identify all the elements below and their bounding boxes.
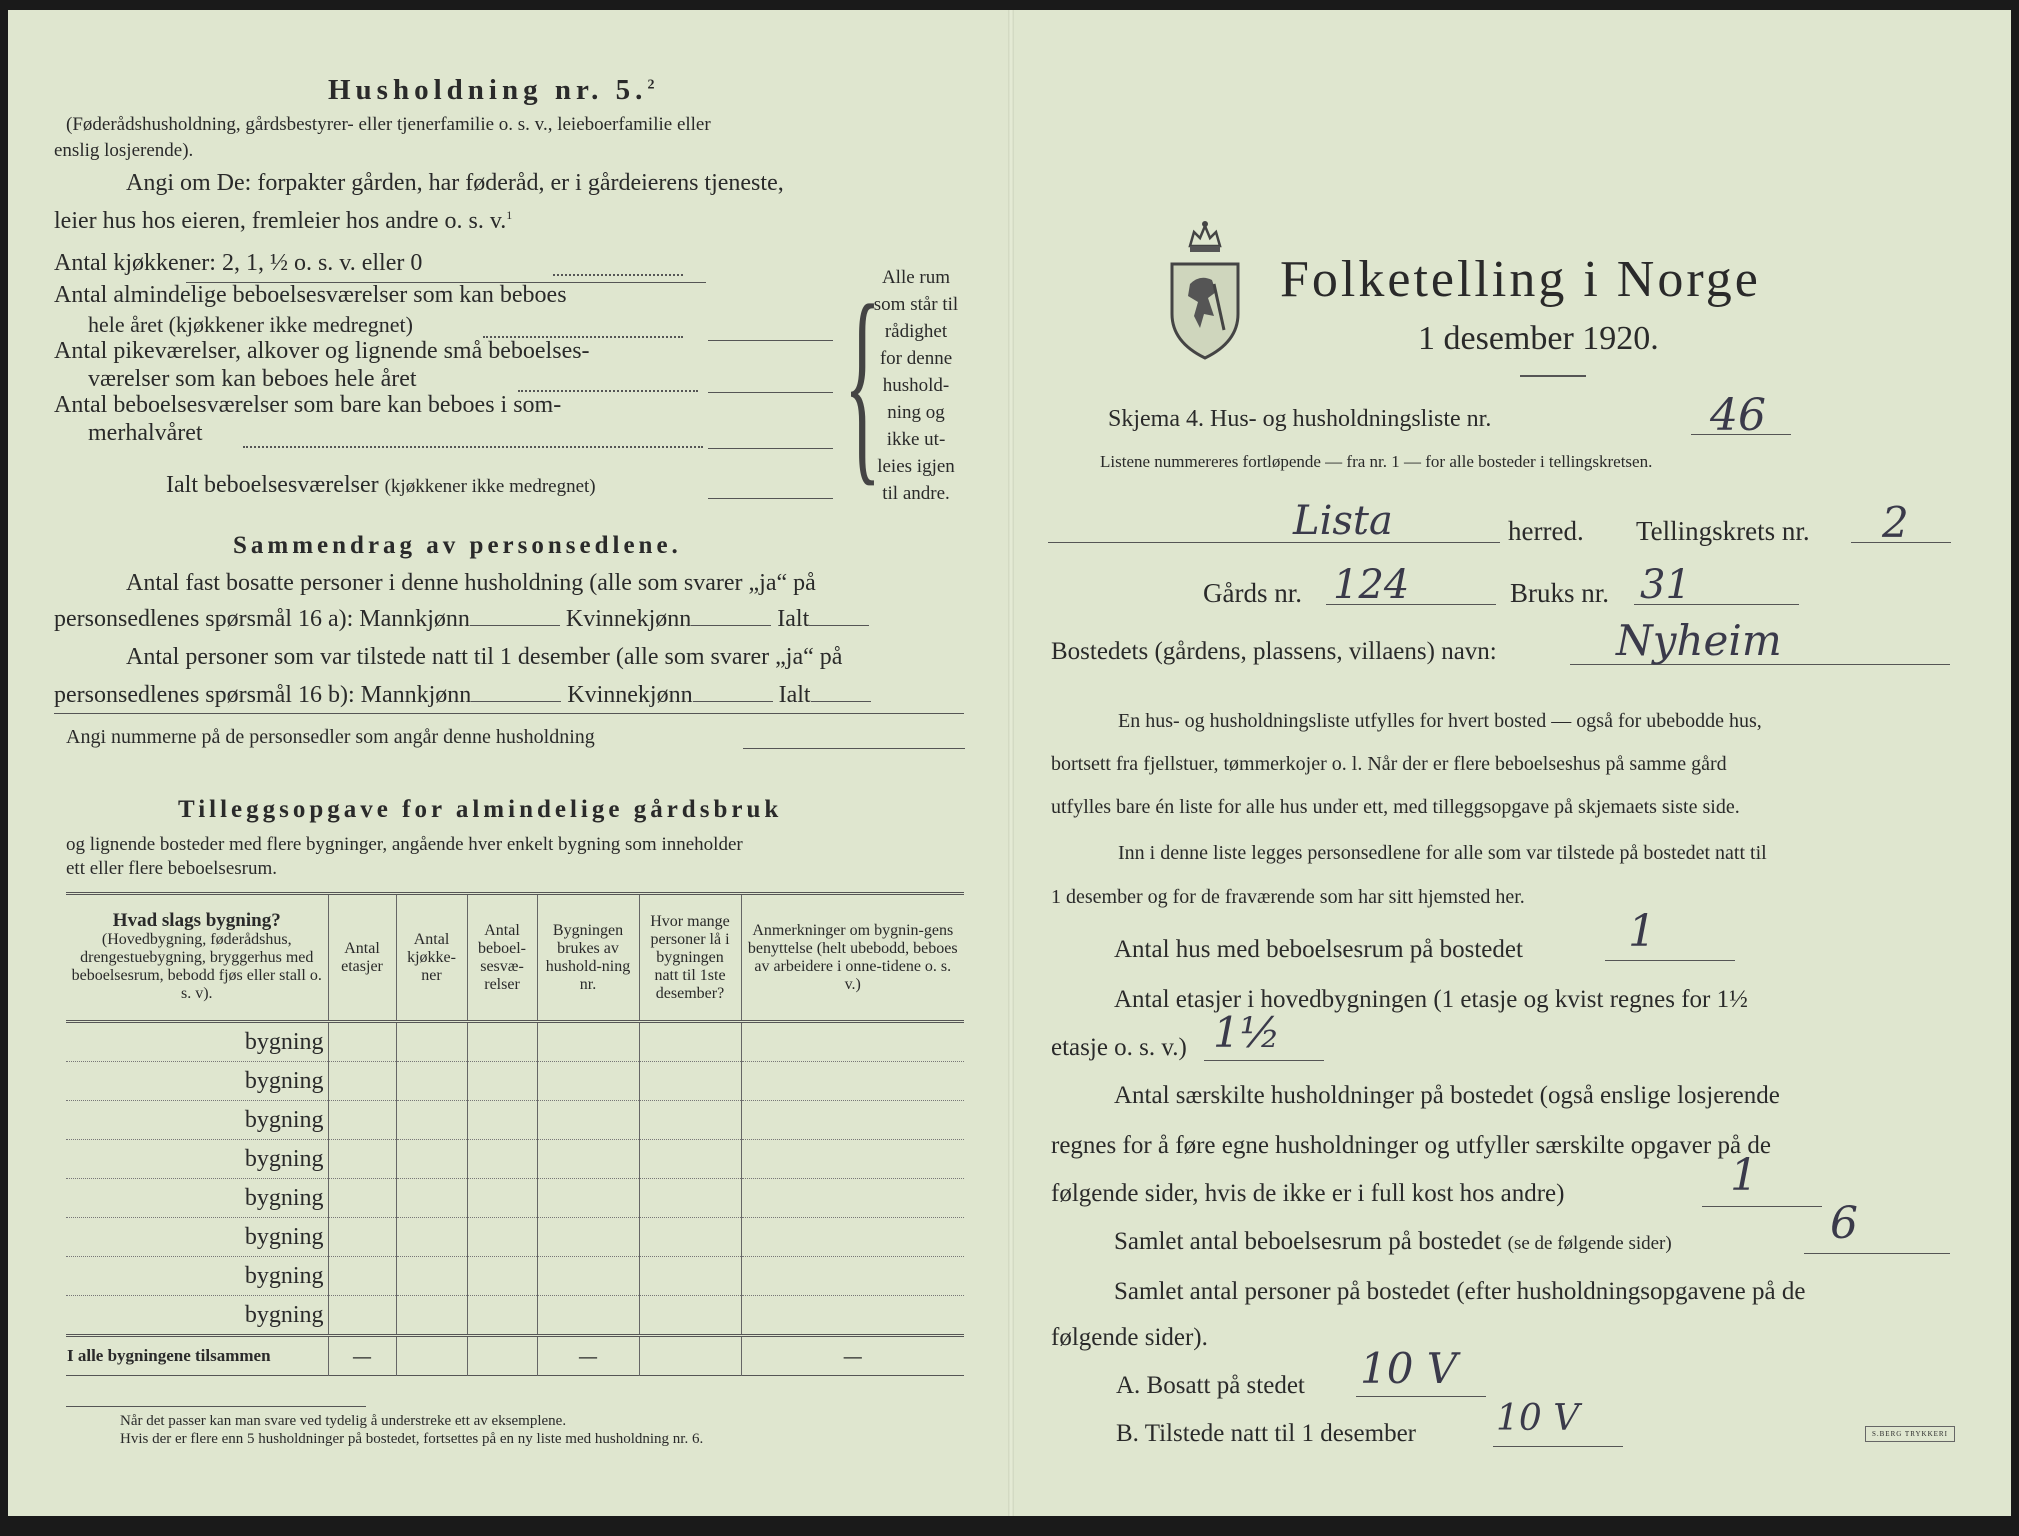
building-cell[interactable] [741,1101,964,1140]
col-kitchens: Antal kjøkke-ner [396,894,467,1022]
rooms-ordinary-2: hele året (kjøkkener ikke medregnet) [88,312,413,337]
bruks-label: Bruks nr. [1510,578,1610,608]
building-cell[interactable] [639,1140,741,1179]
bosatt-field[interactable] [1356,1396,1486,1397]
fold-line [1008,10,1014,1516]
building-cell[interactable] [639,1062,741,1101]
building-row-label: bygning [244,1262,324,1289]
building-cell[interactable] [396,1140,467,1179]
building-cell[interactable] [467,1101,537,1140]
title-rule [1520,375,1586,377]
total-kitchens[interactable] [396,1336,467,1376]
building-cell[interactable] [639,1218,741,1257]
building-cell[interactable] [467,1140,537,1179]
building-cell[interactable] [741,1062,964,1101]
summary-title: Sammendrag av personsedlene. [233,532,682,559]
rooms-kitchens: Antal kjøkkener: 2, 1, ½ o. s. v. eller 0 [54,250,423,276]
bosatt-value: 10 V [1360,1344,1458,1393]
antal-hus-field[interactable] [1605,960,1735,961]
building-cell[interactable] [537,1257,639,1296]
building-cell[interactable] [537,1062,639,1101]
gards-value: 124 [1333,562,1410,608]
building-cell[interactable] [328,1022,396,1062]
table-row [66,1218,964,1257]
ialt-rooms: Ialt beboelsesværelser (kjøkkener ikke medregnet) [166,472,596,498]
summary-line-3: Antal personer som var tilstede natt til 1 desember (alle som svarer „ja“ på [126,644,843,670]
building-cell[interactable] [537,1140,639,1179]
building-type-cell[interactable] [66,1101,328,1140]
samlet-rum-label: Samlet antal beboelsesrum på bostedet (se de følgende sider) [1114,1228,1672,1255]
skjema-line: Skjema 4. Hus- og husholdningsliste nr. [1108,406,1492,432]
brace-note: Alle rum som står til rådighet for denne hushold- ning og ikke ut- leies igjen til andre. [873,267,959,504]
rooms-small-2: værelser som kan beboes hele året [88,366,417,392]
instructions-5: 1 desember og for de fraværende som har sitt hjemsted her. [1051,886,1525,908]
instructions-3: utfylles bare én liste for alle hus under ett, med tilleggsopgave på skjemaets siste side. [1051,796,1740,818]
husholdninger-line-3: følgende sider, hvis de ikke er i full kost hos andre) [1051,1180,1565,1207]
instructions-2: bortsett fra fjellstuer, tømmerkojer o. l. Når der er flere beboelseshus på samme gård [1051,753,1727,775]
summary-line-4: personsedlenes spørsmål 16 b): Mannkjønn Kvinnekjønn Ialt [54,682,871,709]
building-cell[interactable] [467,1218,537,1257]
total-label: I alle bygningene tilsammen [67,1346,271,1365]
summary-divider [54,713,964,714]
building-cell[interactable] [741,1179,964,1218]
numbering-note: Listene nummereres fortløpende — fra nr. 1 — for alle bosteder i tellingskretsen. [1100,452,1653,471]
tilstede-label: B. Tilstede natt til 1 desember [1116,1420,1416,1447]
husholdninger-line-2: regnes for å føre egne husholdninger og utfyller særskilte opgaver på de [1051,1132,1771,1159]
household-intro-1: (Føderådshusholdning, gårdsbestyrer- eller tjenerfamilie o. s. v., leieboerfamilie eller [66,114,711,135]
col-remarks: Anmerkninger om bygnin-gens benyttelse (helt ubebodd, beboes av arbeidere i onne-tidene o. s. v.) [741,894,964,1022]
building-cell[interactable] [328,1296,396,1336]
building-row-label: bygning [244,1223,324,1250]
bosted-value: Nyheim [1616,616,1782,665]
building-cell[interactable] [639,1022,741,1062]
building-cell[interactable] [741,1140,964,1179]
building-cell[interactable] [396,1022,467,1062]
herred-field[interactable] [1048,542,1500,543]
brace: { [844,260,881,504]
summary-line-1: Antal fast bosatte personer i denne husholdning (alle som svarer „ja“ på [126,570,816,596]
etasjer-field[interactable] [1204,1060,1324,1061]
total-household: — [537,1336,639,1376]
building-cell[interactable] [639,1257,741,1296]
building-cell[interactable] [396,1296,467,1336]
building-row-label: bygning [244,1184,324,1211]
building-cell[interactable] [467,1296,537,1336]
building-cell[interactable] [328,1257,396,1296]
building-type-cell[interactable] [66,1296,328,1336]
etasjer-line-1: Antal etasjer i hovedbygningen (1 etasje og kvist regnes for 1½ [1114,986,1748,1013]
rooms-small-field[interactable] [708,392,833,393]
household-title: Husholdning nr. 5.$^2$ [328,74,660,106]
etasjer-value: 1½ [1213,1008,1281,1057]
building-cell[interactable] [328,1101,396,1140]
samlet-rum-value: 6 [1830,1198,1858,1249]
etasjer-line-2: etasje o. s. v.) [1051,1034,1187,1061]
census-date: 1 desember 1920. [1418,320,1659,357]
bruks-value: 31 [1640,562,1691,608]
building-cell[interactable] [537,1296,639,1336]
rooms-summer-1: Antal beboelsesværelser som bare kan beboes i som- [54,392,562,418]
antal-hus-label: Antal hus med beboelsesrum på bostedet [1114,936,1523,963]
gards-label: Gårds nr. [1203,578,1302,608]
liste-nr-value: 46 [1710,390,1766,441]
bosatt-label: A. Bosatt på stedet [1116,1372,1305,1399]
building-type-cell[interactable] [66,1218,328,1257]
building-type-cell[interactable] [66,1179,328,1218]
building-row-label: bygning [244,1028,324,1055]
angi-line-2: leier hus hos eieren, fremleier hos andre o. s. v.$^1$ [54,208,513,234]
building-cell[interactable] [328,1140,396,1179]
table-row [66,1296,964,1336]
building-cell[interactable] [639,1296,741,1336]
building-type-cell[interactable] [66,1022,328,1062]
coat-of-arms-icon [1160,218,1250,362]
angi-nummerne-field[interactable] [743,748,965,749]
husholdninger-value: 1 [1730,1150,1758,1201]
census-title: Folketelling i Norge [1280,251,1761,308]
footnote-2: Hvis der er flere enn 5 husholdninger på bostedet, fortsettes på en ny liste med husholdning nr. 6. [120,1431,704,1447]
col-rooms: Antal beboel-sesvæ-relser [467,894,537,1022]
census-form-sheet [8,10,2011,1516]
building-cell[interactable] [396,1101,467,1140]
samlet-personer-line-2: følgende sider). [1051,1324,1208,1351]
rooms-summer-field[interactable] [708,448,833,449]
total-floors: — [328,1336,396,1376]
table-row [66,1179,964,1218]
buildings-table [66,892,964,1376]
col-persons: Hvor mange personer lå i bygningen natt til 1ste desember? [639,894,741,1022]
footnote-rule [66,1406,366,1407]
instructions-4: Inn i denne liste legges personsedlene for alle som var tilstede på bostedet natt til [1118,842,1767,864]
building-cell[interactable] [537,1179,639,1218]
rooms-summer-2: merhalvåret [88,420,203,446]
total-remarks: — [741,1336,964,1376]
husholdninger-field[interactable] [1702,1206,1822,1207]
building-cell[interactable] [467,1022,537,1062]
samlet-personer-line-1: Samlet antal personer på bostedet (efter husholdningsopgavene på de [1114,1278,1806,1305]
antal-hus-value: 1 [1628,906,1656,957]
table-row [66,1140,964,1179]
building-row-label: bygning [244,1145,324,1172]
building-cell[interactable] [396,1218,467,1257]
building-cell[interactable] [741,1218,964,1257]
summary-line-2: personsedlenes spørsmål 16 a): Mannkjønn Kvinnekjønn Ialt [54,606,869,633]
building-cell[interactable] [537,1101,639,1140]
tellingskrets-value: 2 [1882,498,1909,547]
supplement-text-1: og lignende bosteder med flere bygninger, angående hver enkelt bygning som inneholder [66,834,743,855]
building-type-cell[interactable] [66,1140,328,1179]
building-cell[interactable] [741,1257,964,1296]
table-row [66,1101,964,1140]
building-row-label: bygning [244,1106,324,1133]
footnote-1: Når det passer kan man svare ved tydelig å understreke ett av eksemplene. [120,1413,567,1429]
building-row-label: bygning [244,1301,324,1328]
household-intro-2: enslig losjerende). [54,140,194,161]
building-type-cell[interactable] [66,1062,328,1101]
instructions-1: En hus- og husholdningsliste utfylles for hvert bosted — også for ubebodde hus, [1118,710,1762,732]
total-persons[interactable] [639,1336,741,1376]
rooms-ordinary-1: Antal almindelige beboelsesværelser som kan beboes [54,282,567,308]
col-building-type: Hvad slags bygning? (Hovedbygning, føderådshus, drengestuebygning, bryggerhus med beboelsesrum, bebodd fjøs eller stall o. s. v). [71,910,322,1002]
building-cell[interactable] [639,1101,741,1140]
supplement-title: Tilleggsopgave for almindelige gårdsbruk [178,796,783,823]
building-cell[interactable] [396,1257,467,1296]
building-cell[interactable] [396,1062,467,1101]
building-cell[interactable] [396,1179,467,1218]
col-household-nr: Bygningen brukes av hushold-ning nr. [537,894,639,1022]
building-cell[interactable] [639,1179,741,1218]
herred-label: herred. [1508,516,1584,546]
rooms-kitchens-dots [553,274,683,276]
building-cell[interactable] [741,1296,964,1336]
building-type-cell[interactable] [66,1257,328,1296]
building-cell[interactable] [537,1022,639,1062]
rooms-summer-dots [243,446,703,448]
building-cell[interactable] [328,1179,396,1218]
angi-nummerne: Angi nummerne på de personsedler som angår denne husholdning [66,726,595,748]
building-cell[interactable] [328,1062,396,1101]
table-row [66,1022,964,1062]
building-row-label: bygning [244,1067,324,1094]
building-cell[interactable] [467,1257,537,1296]
table-row [66,1257,964,1296]
building-cell[interactable] [537,1218,639,1257]
tilstede-field[interactable] [1493,1446,1623,1447]
printer-stamp: S.BERG TRYKKERI [1865,1426,1955,1442]
table-row [66,1062,964,1101]
husholdninger-line-1: Antal særskilte husholdninger på bostedet (også enslige losjerende [1114,1082,1780,1109]
bosted-label: Bostedets (gårdens, plassens, villaens) navn: [1051,638,1497,665]
supplement-text-2: ett eller flere beboelsesrum. [66,858,278,879]
rooms-ordinary-field[interactable] [708,340,833,341]
ialt-rooms-field[interactable] [708,498,833,499]
tilstede-value: 10 V [1496,1398,1580,1439]
building-cell[interactable] [328,1218,396,1257]
rooms-small-1: Antal pikeværelser, alkover og lignende små beboelses- [54,338,590,364]
total-rooms[interactable] [467,1336,537,1376]
building-cell[interactable] [741,1022,964,1062]
herred-value: Lista [1293,498,1393,544]
building-cell[interactable] [467,1062,537,1101]
building-cell[interactable] [467,1179,537,1218]
col-floors: Antal etasjer [328,894,396,1022]
angi-line-1: Angi om De: forpakter gården, har føderåd, er i gårdeierens tjeneste, [126,170,784,196]
samlet-rum-field[interactable] [1804,1253,1950,1254]
tellingskrets-label: Tellingskrets nr. [1636,516,1810,546]
